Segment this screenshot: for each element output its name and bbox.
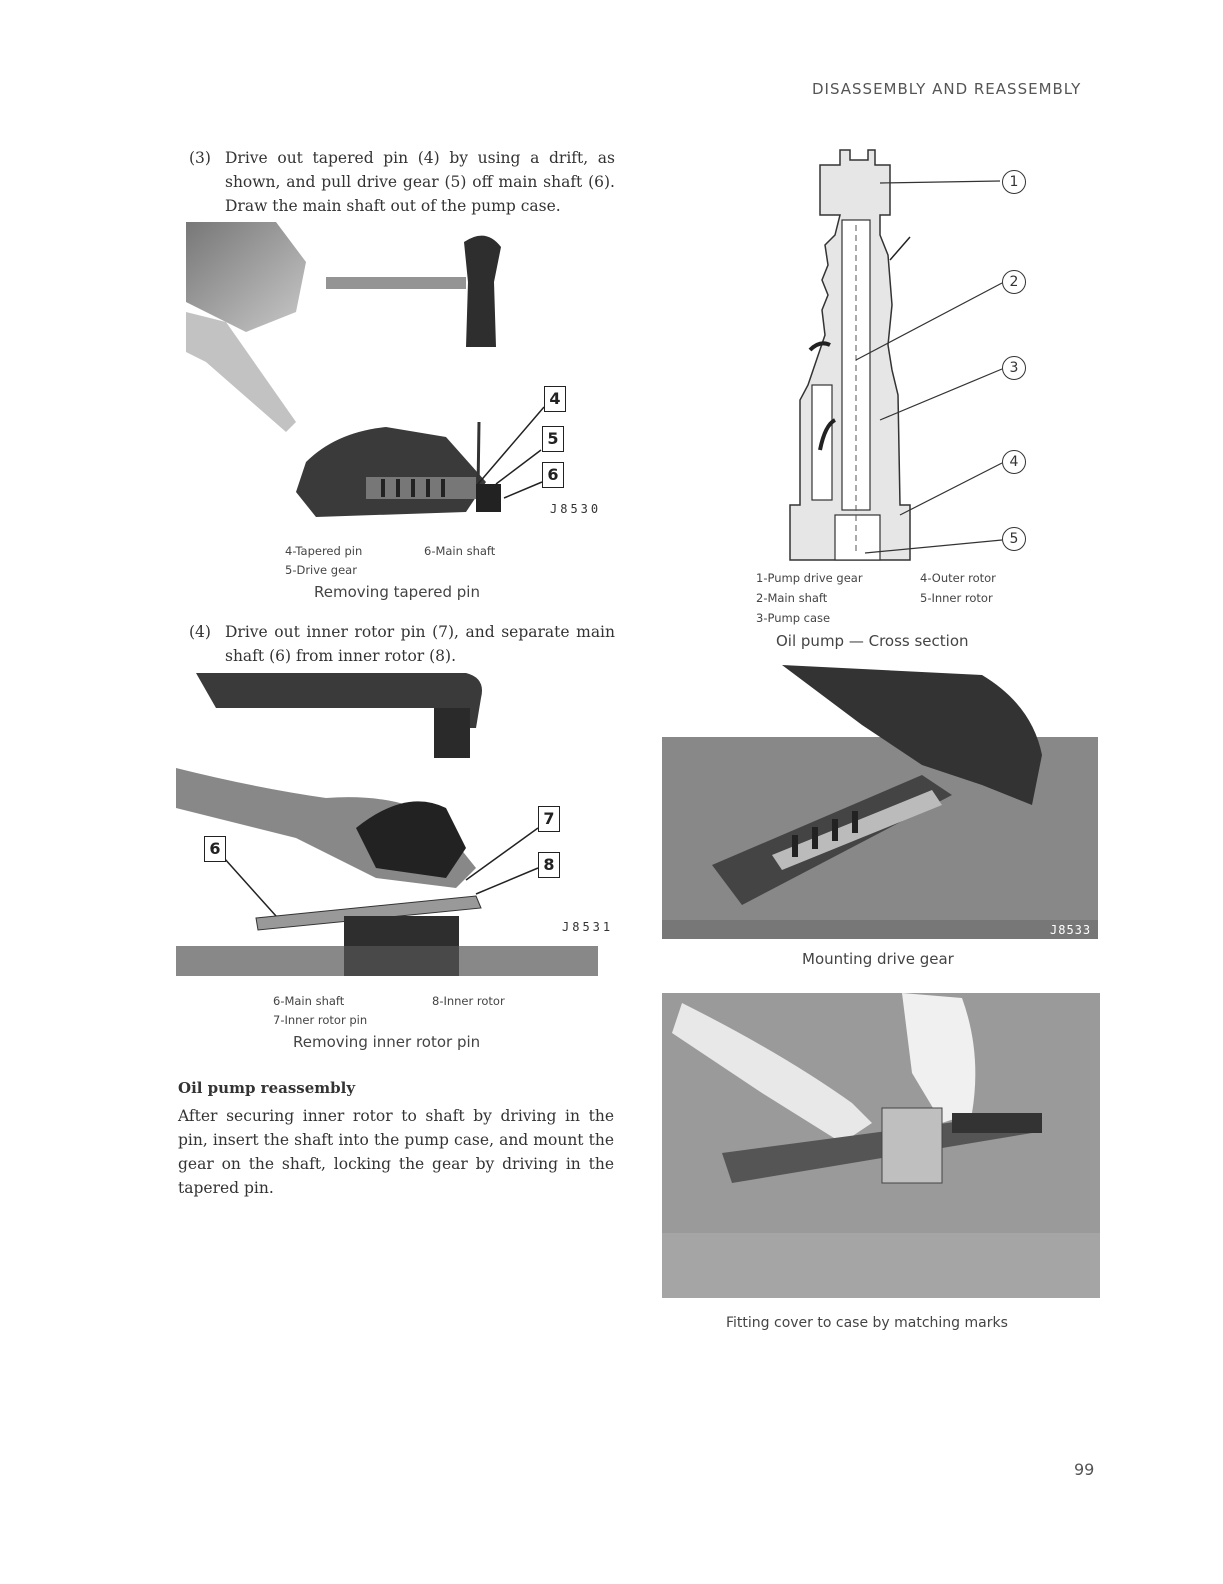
figure-code: J8531 xyxy=(562,920,614,934)
marker-2: 2 xyxy=(1002,270,1026,294)
callout-8: 8 xyxy=(538,852,560,878)
section-title: Oil pump reassembly xyxy=(178,1079,356,1097)
callout-6: 6 xyxy=(542,462,564,488)
marker-5: 5 xyxy=(1002,527,1026,551)
inner-rotor-pin-photo xyxy=(176,668,598,976)
figure-caption: Mounting drive gear xyxy=(802,950,954,968)
callout-7: 7 xyxy=(538,806,560,832)
legend-item: 3-Pump case xyxy=(756,611,831,625)
figure-code: J8530 xyxy=(550,502,602,516)
figure-fitting-cover xyxy=(662,993,1100,1298)
marker-3: 3 xyxy=(1002,356,1026,380)
legend-item: 4-Outer rotor xyxy=(920,571,996,585)
legend-item: 7-Inner rotor pin xyxy=(273,1013,368,1027)
legend-item: 5-Drive gear xyxy=(285,563,357,577)
reassembly-text: After securing inner rotor to shaft by driving in the pin, insert the shaft into the pump case, and mount the gear on the shaft, locking the gear by driving in the tapered pin. xyxy=(178,1107,614,1197)
cross-section-diagram xyxy=(780,145,1040,565)
legend-item: 6-Main shaft xyxy=(273,994,345,1008)
step-4-number: (4) xyxy=(189,623,211,641)
figure-caption: Oil pump — Cross section xyxy=(776,632,969,650)
legend-item: 2-Main shaft xyxy=(756,591,828,605)
figure-code: J8533 xyxy=(1050,923,1092,937)
figure-mounting-drive-gear xyxy=(662,665,1098,939)
callout-4: 4 xyxy=(544,386,566,412)
step-3 xyxy=(189,146,615,218)
step-3-number: (3) xyxy=(189,149,211,167)
page-number: 99 xyxy=(1074,1460,1095,1479)
callout-5: 5 xyxy=(542,426,564,452)
mounting-drive-gear-photo xyxy=(662,665,1098,939)
legend-item: 8-Inner rotor xyxy=(432,994,505,1008)
marker-1: 1 xyxy=(1002,170,1026,194)
figure-removing-inner-rotor-pin xyxy=(176,668,614,976)
figure-caption: Removing inner rotor pin xyxy=(293,1033,481,1051)
running-header: DISASSEMBLY AND REASSEMBLY xyxy=(812,80,1082,98)
marker-4: 4 xyxy=(1002,450,1026,474)
legend-item: 6-Main shaft xyxy=(424,544,496,558)
fitting-cover-photo xyxy=(662,993,1100,1298)
step-4-text: Drive out inner rotor pin (7), and separate main shaft (6) from inner rotor (8). xyxy=(225,623,615,665)
figure-removing-tapered-pin xyxy=(186,222,606,522)
legend-item: 4-Tapered pin xyxy=(285,544,363,558)
callout-6: 6 xyxy=(204,836,226,862)
figure-caption: Fitting cover to case by matching marks xyxy=(726,1315,1008,1331)
step-3-text: Drive out tapered pin (4) by using a drift, as shown, and pull drive gear (5) off main shaft (6). Draw the main shaft out of the pump case. xyxy=(225,149,615,215)
legend-item: 5-Inner rotor xyxy=(920,591,993,605)
legend-item: 1-Pump drive gear xyxy=(756,571,863,585)
figure-caption: Removing tapered pin xyxy=(314,583,480,601)
step-4 xyxy=(189,620,615,668)
oil-pump-cross-section xyxy=(780,145,1040,565)
